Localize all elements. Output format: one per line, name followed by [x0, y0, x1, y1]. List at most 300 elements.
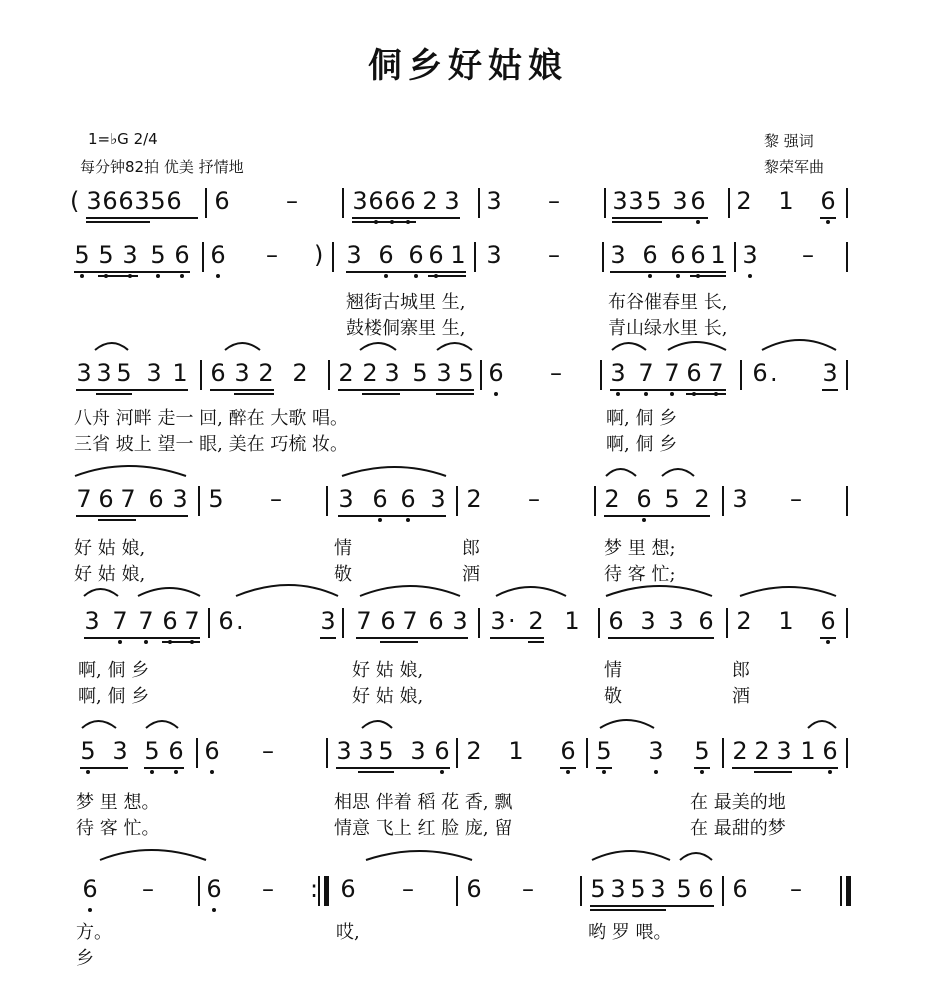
dash: – — [790, 485, 802, 513]
barline — [198, 876, 200, 906]
note: 7 — [184, 607, 200, 635]
dash: – — [548, 187, 560, 215]
note: 2 — [736, 607, 752, 635]
octave-dot — [616, 392, 620, 396]
note: 3 — [346, 241, 362, 269]
note: 3 — [610, 359, 626, 387]
lyric-line: 好 姑 娘, — [352, 660, 424, 681]
underline — [84, 637, 200, 639]
underline — [358, 771, 394, 773]
barline — [846, 188, 848, 218]
note: 3 — [444, 187, 460, 215]
note: 3 — [358, 737, 374, 765]
lyric-line: 青山绿水里 长, — [608, 318, 728, 339]
underline — [596, 767, 612, 769]
lyric-line: 啊, 侗 乡 — [606, 408, 678, 429]
note: 2 — [338, 359, 354, 387]
note: 2 — [604, 485, 620, 513]
lyric-line: 八舟 河畔 走一 回, 醉在 大歌 唱。 — [74, 408, 349, 429]
octave-dot — [374, 220, 378, 224]
dash: – — [402, 875, 414, 903]
note: 6 — [428, 241, 444, 269]
barline — [740, 360, 742, 390]
composer-credit: 黎荣军曲 — [764, 158, 825, 176]
note: 6 — [608, 607, 624, 635]
underline — [86, 217, 198, 219]
barline — [846, 360, 848, 390]
underline — [608, 637, 714, 639]
note: 6 — [210, 359, 226, 387]
note: 5 — [676, 875, 692, 903]
note: 3 — [410, 737, 426, 765]
octave-dot — [714, 392, 718, 396]
barline — [726, 608, 728, 638]
note: 6 — [488, 359, 504, 387]
note: 2 — [258, 359, 274, 387]
note: 6 — [368, 187, 384, 215]
underline — [610, 389, 726, 391]
lyric-line: 哎, — [336, 922, 360, 943]
barline — [480, 360, 482, 390]
repeat-dots: : — [310, 875, 319, 903]
underline — [362, 393, 400, 395]
note: 6 — [204, 737, 220, 765]
underline — [76, 515, 188, 517]
close-paren: ) — [314, 241, 324, 269]
note: 3 — [76, 359, 92, 387]
note: 3 — [668, 607, 684, 635]
note: 6 — [340, 875, 356, 903]
dash: – — [548, 241, 560, 269]
underline — [346, 271, 466, 273]
underline — [732, 767, 838, 769]
lyric-line: 啊, 侗 乡 — [606, 434, 678, 455]
underline — [560, 767, 576, 769]
barline — [332, 242, 334, 272]
note: 3 — [436, 359, 452, 387]
note: 3 — [384, 359, 400, 387]
note: 6 — [166, 187, 182, 215]
note: 1 — [710, 241, 726, 269]
barline — [846, 608, 848, 638]
octave-dot — [494, 392, 498, 396]
note: 3 — [672, 187, 688, 215]
note: 6 — [752, 359, 768, 387]
note: 7 — [708, 359, 724, 387]
note: 7 — [356, 607, 372, 635]
score-row-6 — [0, 736, 936, 796]
octave-dot — [648, 274, 652, 278]
dash: – — [262, 737, 274, 765]
note: 3 — [84, 607, 100, 635]
note: 6 — [560, 737, 576, 765]
barline — [840, 876, 842, 906]
note: 3 — [776, 737, 792, 765]
lyric-line: 敬 — [604, 686, 622, 707]
note: 6 — [400, 187, 416, 215]
octave-dot — [654, 770, 658, 774]
octave-dot — [144, 640, 148, 644]
underline — [490, 637, 544, 639]
dash: – — [522, 875, 534, 903]
note: 1 — [172, 359, 188, 387]
lyric-line: 梦 里 想。 — [76, 792, 160, 813]
note: 5 — [378, 737, 394, 765]
note: 6 — [384, 187, 400, 215]
lyric-line: 啊, 侗 乡 — [78, 686, 150, 707]
note: 3 — [112, 737, 128, 765]
barline — [722, 738, 724, 768]
note: 6 — [380, 607, 396, 635]
octave-dot — [826, 640, 830, 644]
note: 3 — [96, 359, 112, 387]
octave-dot — [88, 908, 92, 912]
octave-dot — [80, 274, 84, 278]
underline — [820, 637, 836, 639]
note: 1 — [778, 607, 794, 635]
score-row-7 — [0, 874, 936, 934]
octave-dot — [104, 274, 108, 278]
octave-dot — [696, 274, 700, 278]
underline — [338, 389, 474, 391]
score-row-1 — [0, 186, 936, 246]
note: 6 — [168, 737, 184, 765]
underline — [822, 389, 838, 391]
note: 3 — [610, 875, 626, 903]
octave-dot — [414, 274, 418, 278]
note: 5 — [412, 359, 428, 387]
octave-dot — [748, 274, 752, 278]
note: 5 — [596, 737, 612, 765]
note: 6 — [698, 607, 714, 635]
note: 7 — [638, 359, 654, 387]
dash: – — [528, 485, 540, 513]
octave-dot — [174, 770, 178, 774]
octave-dot — [692, 392, 696, 396]
note: 3 — [732, 485, 748, 513]
note: 6 — [162, 607, 178, 635]
note: 5 — [630, 875, 646, 903]
note: 5 — [74, 241, 90, 269]
dash: – — [262, 875, 274, 903]
lyric-line: 情 — [604, 660, 622, 681]
octave-dot — [86, 770, 90, 774]
note: 2 — [466, 737, 482, 765]
note: 5 — [98, 241, 114, 269]
dash: – — [270, 485, 282, 513]
underline — [234, 393, 274, 395]
note: 3 — [486, 241, 502, 269]
note: 5 — [144, 737, 160, 765]
note: 3 — [490, 607, 506, 635]
octave-dot — [150, 770, 154, 774]
note: 6 — [378, 241, 394, 269]
note: 6 — [690, 241, 706, 269]
octave-dot — [180, 274, 184, 278]
underline — [76, 389, 188, 391]
lyric-line: 待 客 忙。 — [76, 818, 160, 839]
note: 7 — [120, 485, 136, 513]
note: 3 — [86, 187, 102, 215]
lyric-line: 好 姑 娘, — [74, 564, 146, 585]
final-bar — [846, 876, 851, 906]
barline — [456, 486, 458, 516]
note: 5 — [80, 737, 96, 765]
underline — [336, 767, 450, 769]
barline — [722, 876, 724, 906]
dash: – — [790, 875, 802, 903]
key-signature: 1=♭G 2/4 — [88, 130, 158, 148]
barline — [478, 608, 480, 638]
barline — [846, 242, 848, 272]
lyricist-credit: 黎 强词 — [764, 132, 814, 150]
note: 6 — [636, 485, 652, 513]
lyric-line: 布谷催春里 长, — [608, 292, 728, 313]
barline — [586, 738, 588, 768]
barline — [456, 738, 458, 768]
note: 1 — [778, 187, 794, 215]
underline — [80, 767, 128, 769]
note: 3 — [234, 359, 250, 387]
underline — [612, 221, 662, 223]
barline — [326, 486, 328, 516]
lyric-line: 郎 — [462, 538, 480, 559]
note: 6 — [820, 187, 836, 215]
note: 2 — [528, 607, 544, 635]
underline — [604, 515, 710, 517]
underline — [86, 221, 150, 223]
lyric-line: 啊, 侗 乡 — [78, 660, 150, 681]
note: 5 — [694, 737, 710, 765]
barline — [600, 360, 602, 390]
note: 3 — [430, 485, 446, 513]
note: 7 — [76, 485, 92, 513]
note: 3 — [742, 241, 758, 269]
barline — [478, 188, 480, 218]
note: 5 — [150, 187, 166, 215]
note: 3 — [650, 875, 666, 903]
note: 7 — [112, 607, 128, 635]
note: 5 — [590, 875, 606, 903]
underline — [590, 909, 666, 911]
note: 3 — [146, 359, 162, 387]
note: 6 — [408, 241, 424, 269]
lyric-line: 酒 — [732, 686, 750, 707]
augmentation-dot: . — [236, 607, 244, 635]
note: 1 — [450, 241, 466, 269]
barline — [722, 486, 724, 516]
note: 2 — [694, 485, 710, 513]
augmentation-dot: · — [508, 607, 516, 635]
note: 6 — [210, 241, 226, 269]
note: 6 — [206, 875, 222, 903]
note: 1 — [564, 607, 580, 635]
octave-dot — [670, 392, 674, 396]
barline — [202, 242, 204, 272]
lyric-line: 三省 坡上 望一 眼, 美在 巧梳 妆。 — [74, 434, 349, 455]
lyric-line: 酒 — [462, 564, 480, 585]
underline — [528, 641, 544, 643]
note: 2 — [422, 187, 438, 215]
dash: – — [802, 241, 814, 269]
note: 2 — [754, 737, 770, 765]
lyric-line: 待 客 忙; — [604, 564, 676, 585]
underline — [352, 217, 460, 219]
lyric-line: 好 姑 娘, — [74, 538, 146, 559]
note: 2 — [362, 359, 378, 387]
underline — [210, 389, 274, 391]
barline — [208, 608, 210, 638]
octave-dot — [696, 220, 700, 224]
octave-dot — [642, 518, 646, 522]
note: 5 — [664, 485, 680, 513]
barline — [728, 188, 730, 218]
note: 6 — [670, 241, 686, 269]
note: 5 — [458, 359, 474, 387]
barline — [474, 242, 476, 272]
octave-dot — [434, 274, 438, 278]
note: 3 — [628, 187, 644, 215]
octave-dot — [406, 220, 410, 224]
octave-dot — [216, 274, 220, 278]
note: 6 — [102, 187, 118, 215]
underline — [98, 519, 136, 521]
octave-dot — [390, 220, 394, 224]
note: 3 — [338, 485, 354, 513]
barline — [196, 738, 198, 768]
octave-dot — [644, 392, 648, 396]
barline — [318, 876, 320, 906]
lyric-line: 在 最甜的梦 — [690, 818, 786, 839]
open-paren: ( — [70, 187, 80, 215]
note: 1 — [508, 737, 524, 765]
underline — [590, 905, 714, 907]
lyric-line: 鼓楼侗寨里 生, — [346, 318, 466, 339]
dash: – — [550, 359, 562, 387]
note: 6 — [642, 241, 658, 269]
barline — [456, 876, 458, 906]
lyric-line: 梦 里 想; — [604, 538, 676, 559]
octave-dot — [440, 770, 444, 774]
octave-dot — [156, 274, 160, 278]
barline — [598, 608, 600, 638]
note: 6 — [690, 187, 706, 215]
lyric-line: 在 最美的地 — [690, 792, 786, 813]
note: 2 — [466, 485, 482, 513]
note: 6 — [118, 187, 134, 215]
barline — [200, 360, 202, 390]
note: 7 — [402, 607, 418, 635]
note: 7 — [138, 607, 154, 635]
lyric-line: 翘街古城里 生, — [346, 292, 466, 313]
octave-dot — [676, 274, 680, 278]
octave-dot — [602, 770, 606, 774]
note: 3 — [822, 359, 838, 387]
note: 6 — [148, 485, 164, 513]
octave-dot — [118, 640, 122, 644]
note: 6 — [822, 737, 838, 765]
barline — [342, 188, 344, 218]
barline — [602, 242, 604, 272]
octave-dot — [128, 274, 132, 278]
note: 3 — [610, 241, 626, 269]
underline — [380, 641, 418, 643]
note: 5 — [208, 485, 224, 513]
note: 6 — [98, 485, 114, 513]
underline — [144, 767, 184, 769]
note: 6 — [686, 359, 702, 387]
note: 3 — [612, 187, 628, 215]
note: 6 — [434, 737, 450, 765]
octave-dot — [168, 640, 172, 644]
note: 1 — [800, 737, 816, 765]
underline — [754, 771, 792, 773]
augmentation-dot: . — [770, 359, 778, 387]
note: 3 — [452, 607, 468, 635]
barline — [198, 486, 200, 516]
note: 3 — [648, 737, 664, 765]
note: 6 — [214, 187, 230, 215]
underline — [356, 637, 468, 639]
octave-dot — [406, 518, 410, 522]
octave-dot — [700, 770, 704, 774]
song-title: 侗乡好姑娘 — [368, 46, 568, 86]
barline — [846, 738, 848, 768]
octave-dot — [566, 770, 570, 774]
note: 3 — [134, 187, 150, 215]
barline — [846, 486, 848, 516]
note: 7 — [664, 359, 680, 387]
octave-dot — [210, 770, 214, 774]
lyric-line: 好 姑 娘, — [352, 686, 424, 707]
underline — [694, 767, 710, 769]
lyric-line: 相思 伴着 稻 花 香, 飘 — [334, 792, 513, 813]
octave-dot — [826, 220, 830, 224]
underline — [610, 271, 726, 273]
note: 6 — [428, 607, 444, 635]
underline — [74, 271, 190, 273]
octave-dot — [378, 518, 382, 522]
note: 3 — [320, 607, 336, 635]
note: 6 — [82, 875, 98, 903]
dash: – — [142, 875, 154, 903]
note: 6 — [466, 875, 482, 903]
note: 6 — [732, 875, 748, 903]
note: 6 — [218, 607, 234, 635]
dash: – — [286, 187, 298, 215]
lyric-line: 乡 — [76, 948, 94, 969]
underline — [320, 637, 336, 639]
lyric-line: 哟 罗 喂。 — [588, 922, 672, 943]
note: 6 — [400, 485, 416, 513]
score-row-2 — [0, 240, 936, 300]
barline — [734, 242, 736, 272]
note: 2 — [732, 737, 748, 765]
barline — [328, 360, 330, 390]
lyric-line: 敬 — [334, 564, 352, 585]
barline — [594, 486, 596, 516]
underline — [612, 217, 708, 219]
octave-dot — [212, 908, 216, 912]
note: 3 — [640, 607, 656, 635]
octave-dot — [190, 640, 194, 644]
note: 3 — [352, 187, 368, 215]
note: 5 — [150, 241, 166, 269]
note: 6 — [820, 607, 836, 635]
underline — [96, 393, 132, 395]
note: 3 — [122, 241, 138, 269]
note: 2 — [736, 187, 752, 215]
